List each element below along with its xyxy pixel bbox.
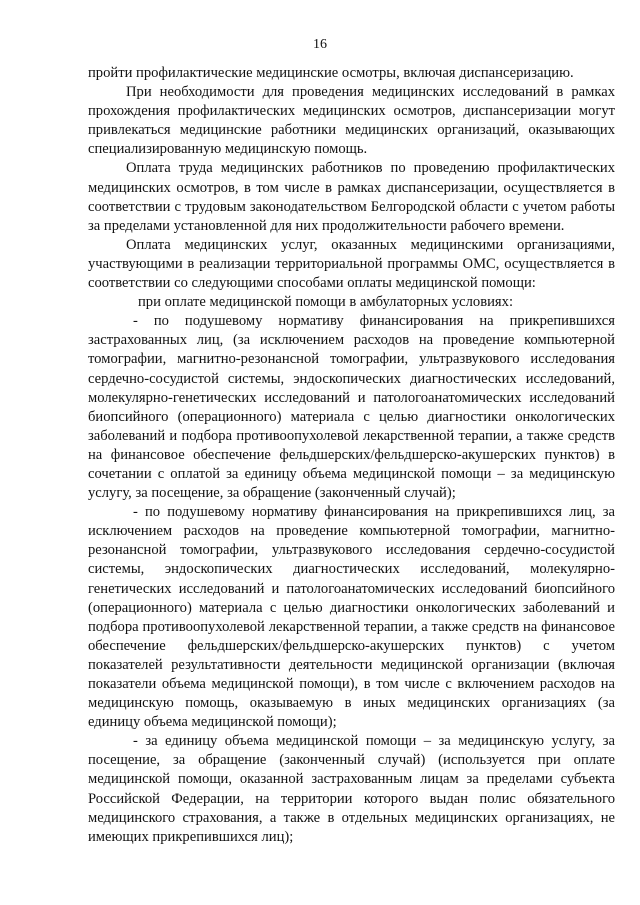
- paragraph-continuation: пройти профилактические медицинские осмотры, включая диспансеризацию.: [88, 65, 574, 81]
- list-item-per-capita-insured: - по подушевому нормативу финансирования на прикрепившихся застрахованных лиц, (за исключением расходов на проведение компьютерной томографии, магнитно-резонансной томографии, ультразвукового исследования сердечно-сосудистой системы, эндоскопических диагностических исследований, молекулярно-генетических исследований и патологоанатомических исследований биопсийного (операционного) материала с целью диагностики онкологических заболеваний и подбора противоопухолевой лекарственной терапии, а также средств на финансовое обеспечение фельдшерских/фельдшерско-акушерских пунктов) в сочетании с оплатой за единицу объема медицинской помощи – за медицинскую услугу, за посещение, за обращение (законченный случай);: [88, 313, 615, 502]
- document-body: [88, 64, 615, 847]
- paragraph-payment-methods: Оплата медицинских услуг, оказанных медицинскими организациями, участвующими в реализации территориальной программы ОМС, осуществляется в соответствии со следующими способами оплаты медицинской помощи:: [88, 236, 615, 292]
- paragraph-labor-payment: Оплата труда медицинских работников по проведению профилактических медицинских осмотров, в том числе в рамках диспансеризации, осуществляется в соответствии с трудовым законодательством Белгородской области с учетом работы за пределами установленной для них продолжительности рабочего времени.: [88, 160, 615, 234]
- list-item-per-capita-attached: - по подушевому нормативу финансирования на прикрепившихся лиц, за исключением расходов на проведение компьютерной томографии, магнитно-резонансной томографии, ультразвукового исследования сердечно-сосудистой системы, эндоскопических диагностических исследований, молекулярно-генетических исследований и патологоанатомических исследований биопсийного (операционного) материала с целью диагностики онкологических заболеваний и подбора противоопухолевой лекарственной терапии, а также средств на финансовое обеспечение фельдшерских/фельдшерско-акушерских пунктов) с учетом показателей результативности деятельности медицинской организации (включая показатели объема медицинской помощи), в том числе с включением расходов на медицинскую помощь, оказываемую в иных медицинских организациях (за единицу объема медицинской помощи);: [88, 504, 615, 731]
- paragraph-medical-workers: При необходимости для проведения медицинских исследований в рамках прохождения профилактических медицинских осмотров, диспансеризации могут привлекаться медицинские работники медицинских организаций, оказывающих специализированную медицинскую помощь.: [88, 84, 615, 158]
- paragraph-ambulatory-heading: при оплате медицинской помощи в амбулаторных условиях:: [138, 294, 513, 311]
- page-number: 16: [313, 37, 327, 52]
- list-item-per-unit-volume: - за единицу объема медицинской помощи – за медицинскую услугу, за посещение, за обращение (законченный случай) (используется при оплате медицинской помощи, оказанной застрахованным лицам за пределами субъекта Российской Федерации, на территории которого выдан полис обязательного медицинского страхования, а также в отдельных медицинских организациях, не имеющих прикрепившихся лиц);: [88, 733, 615, 845]
